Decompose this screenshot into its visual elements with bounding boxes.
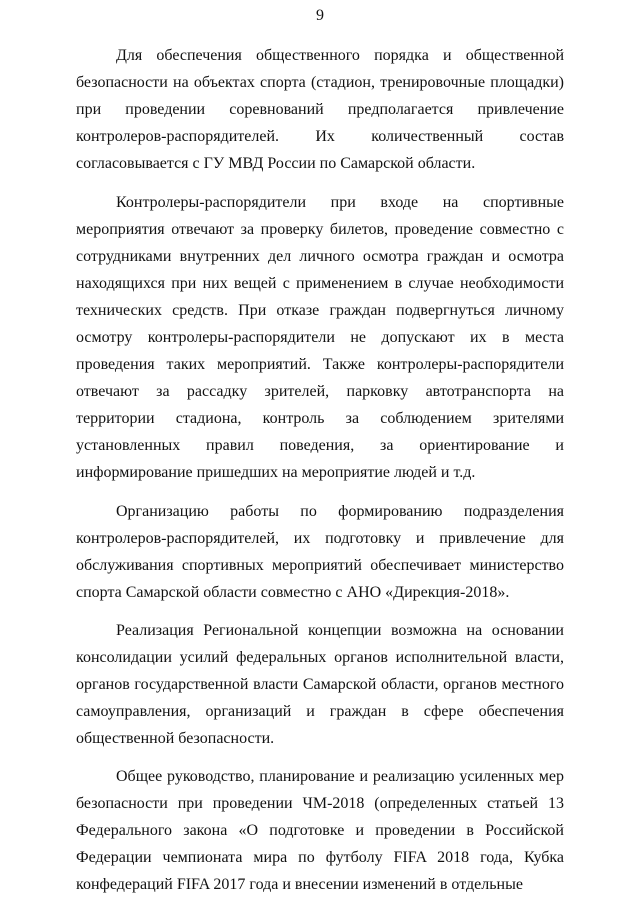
- paragraph-gap: [76, 752, 564, 763]
- paragraph-gap: [76, 486, 564, 498]
- paragraph-1: Для обеспечения общественного порядка и общественной безопасности на объектах спорта (стадион, тренировочные площадки) при проведении соревнований предполагается привлечение контролеров-распорядителей. Их количественный состав согласовывается с ГУ МВД России по Самарской области.: [76, 47, 564, 172]
- paragraph-gap: [76, 606, 564, 617]
- document-body: [76, 42, 564, 898]
- paragraph-5: Общее руководство, планирование и реализацию усиленных мер безопасности при проведении ЧМ-2018 (определенных статьей 13 Федерального закона «О подготовке и проведении в Российской Федерации чемпионата мира по футболу FIFA 2018 года, Кубка конфедераций FIFA 2017 года и внесении изменений в отдельные: [76, 768, 564, 893]
- paragraph-gap: [76, 177, 564, 189]
- paragraph-2: Контролеры-распорядители при входе на спортивные мероприятия отвечают за проверку билетов, проведение совместно с сотрудниками внутренних дел личного осмотра граждан и осмотра находящихся при них вещей с применением в случае необходимости технических средств. При отказе граждан подвергнуться личному осмотру контролеры-распорядители не допускают их в места проведения таких мероприятий. Также контролеры-распорядители отвечают за рассадку зрителей, парковку автотранспорта на территории стадиона, контроль за соблюдением зрителями установленных правил поведения, за ориентирование и информирование пришедших на мероприятие людей и т.д.: [76, 194, 564, 481]
- paragraph-4: Реализация Региональной концепции возможна на основании консолидации усилий федеральных органов исполнительной власти, органов государственной власти Самарской области, органов местного самоуправления, организаций и граждан в сфере обеспечения общественной безопасности.: [76, 622, 564, 747]
- page-number: 9: [316, 7, 324, 24]
- paragraph-3: Организацию работы по формированию подразделения контролеров-распорядителей, их подготовку и привлечение для обслуживания спортивных мероприятий обеспечивает министерство спорта Самарской области совместно с АНО «Дирекция-2018».: [76, 503, 564, 601]
